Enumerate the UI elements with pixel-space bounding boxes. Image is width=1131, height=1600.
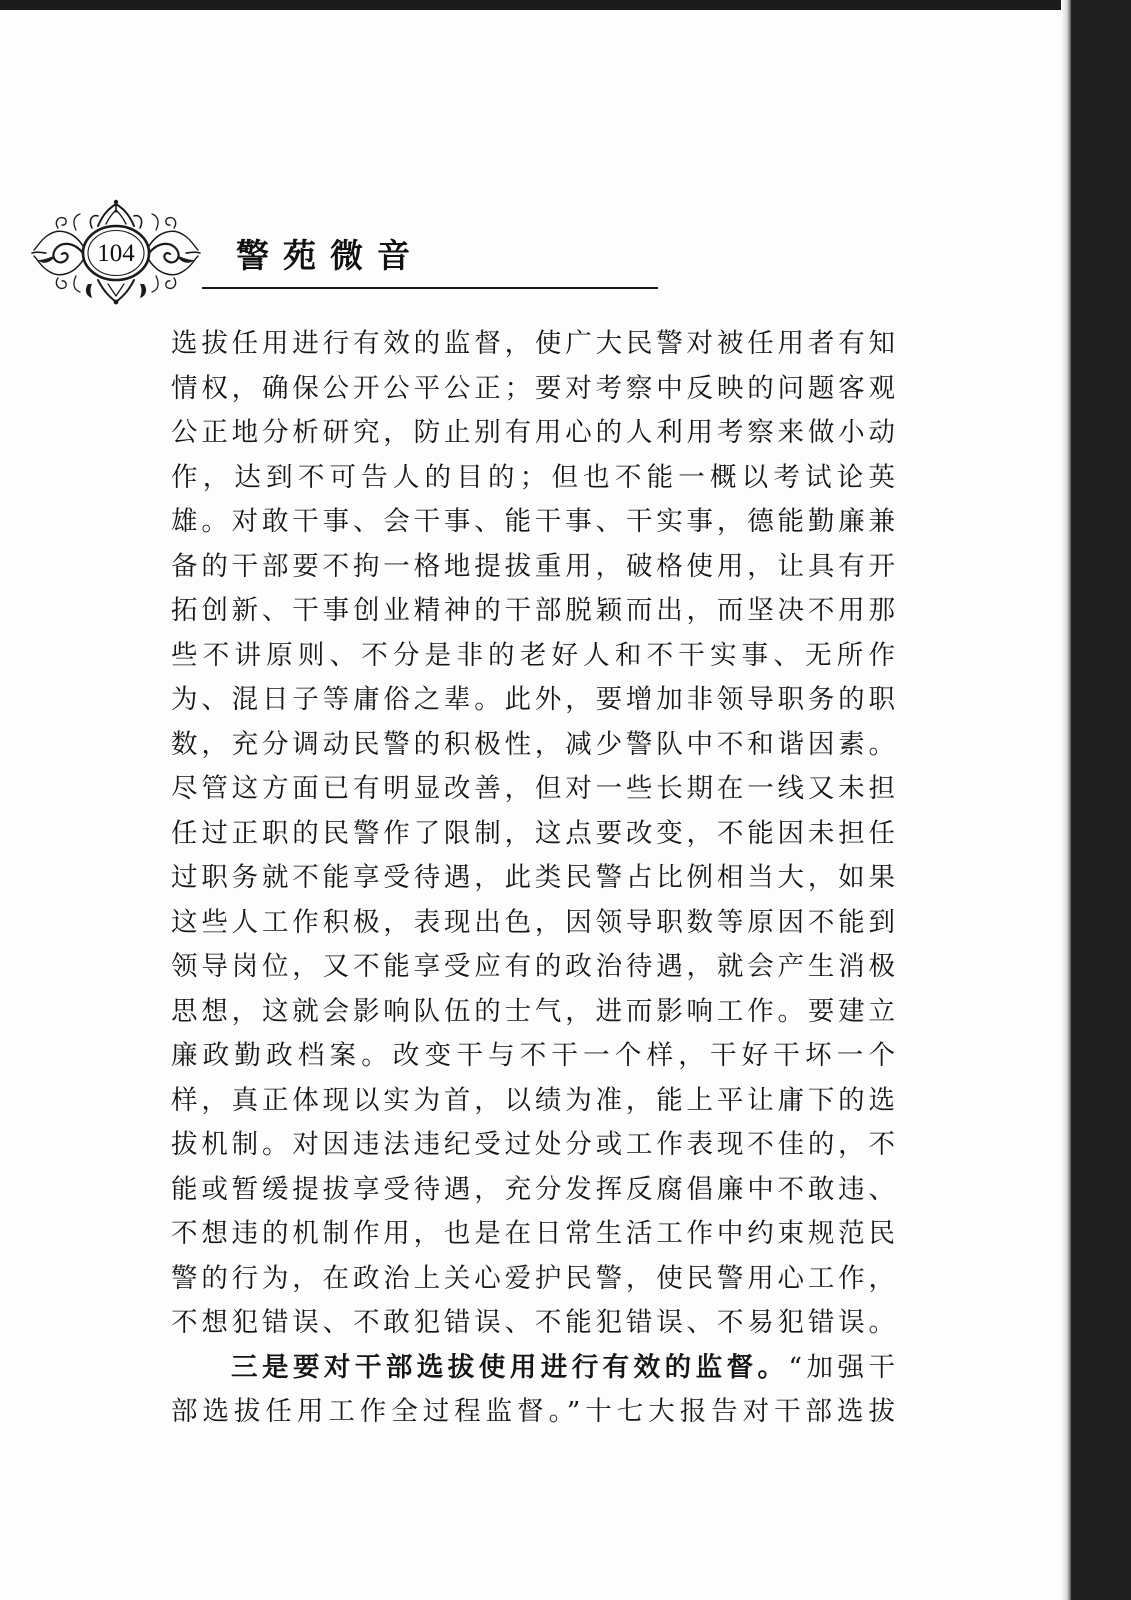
text-line: 能或暂缓提拔享受待遇，充分发挥反腐倡廉中不敢违、 <box>171 1173 895 1205</box>
text-line: 不想违的机制作用，也是在日常生活工作中约束规范民 <box>171 1218 895 1249</box>
scan-right-border <box>1071 0 1131 1600</box>
page-number: 104 <box>97 240 135 267</box>
section-three-quote-start: “加强干 <box>788 1351 895 1383</box>
text-line: 选拔任用进行有效的监督，使广大民警对被任用者有知 <box>171 328 895 359</box>
text-line: 警的行为，在政治上关心爱护民警，使民警用心工作， <box>171 1262 895 1294</box>
text-line: 样，真正体现以实为首，以绩为准，能上平让庸下的选 <box>171 1084 895 1116</box>
text-line: 公正地分析研究，防止别有用心的人利用考察来做小动 <box>171 417 895 448</box>
text-line: 领导岗位，又不能享受应有的政治待遇，就会产生消极 <box>171 951 895 982</box>
text-line: 不想犯错误、不敢犯错误、不能犯错误、不易犯错误。 <box>171 1307 895 1338</box>
text-line: 这些人工作积极，表现出色，因领导职数等原因不能到 <box>171 906 895 938</box>
text-line: 拔机制。对因违法违纪受过处分或工作表现不佳的，不 <box>171 1129 895 1160</box>
text-line: 作，达到不可告人的目的；但也不能一概以考试论英 <box>171 461 895 493</box>
text-line: 数，充分调动民警的积极性，减少警队中不和谐因素。 <box>171 728 895 760</box>
scan-top-border <box>0 0 1131 10</box>
text-line: 尽管这方面已有明显改善，但对一些长期在一线又未担 <box>171 773 895 804</box>
text-line: 为、混日子等庸俗之辈。此外，要增加非领导职务的职 <box>171 684 895 715</box>
header-rule <box>202 287 658 289</box>
text-line: 过职务就不能享受待遇，此类民警占比例相当大，如果 <box>171 862 895 893</box>
running-title: 警苑微音 <box>236 236 424 275</box>
text-line: 雄。对敢干事、会干事、能干事、干实事，德能勤廉兼 <box>171 506 895 537</box>
section-three-first-line <box>171 1346 895 1391</box>
text-line: 些不讲原则、不分是非的老好人和不干实事、无所作 <box>171 639 895 671</box>
text-line: 部选拔任用工作全过程监督。”十七大报告对干部选拔 <box>171 1396 895 1427</box>
scan-page-edge-shadow <box>1061 0 1071 1600</box>
text-line: 拓创新、干事创业精神的干部脱颖而出，而坚决不用那 <box>171 595 895 626</box>
section-three-bold-lead: 三是要对干部选拔使用进行有效的监督。 <box>231 1351 789 1383</box>
text-line: 任过正职的民警作了限制，这点要改变，不能因未担任 <box>171 817 895 849</box>
text-line: 备的干部要不拘一格地提拔重用，破格使用，让具有开 <box>171 550 895 582</box>
text-line: 思想，这就会影响队伍的士气，进而影响工作。要建立 <box>171 995 895 1027</box>
text-line: 廉政勤政档案。改变干与不干一个样，干好干坏一个 <box>171 1040 895 1071</box>
body-text <box>171 322 895 1435</box>
text-line: 情权，确保公开公平公正；要对考察中反映的问题客观 <box>171 372 895 404</box>
